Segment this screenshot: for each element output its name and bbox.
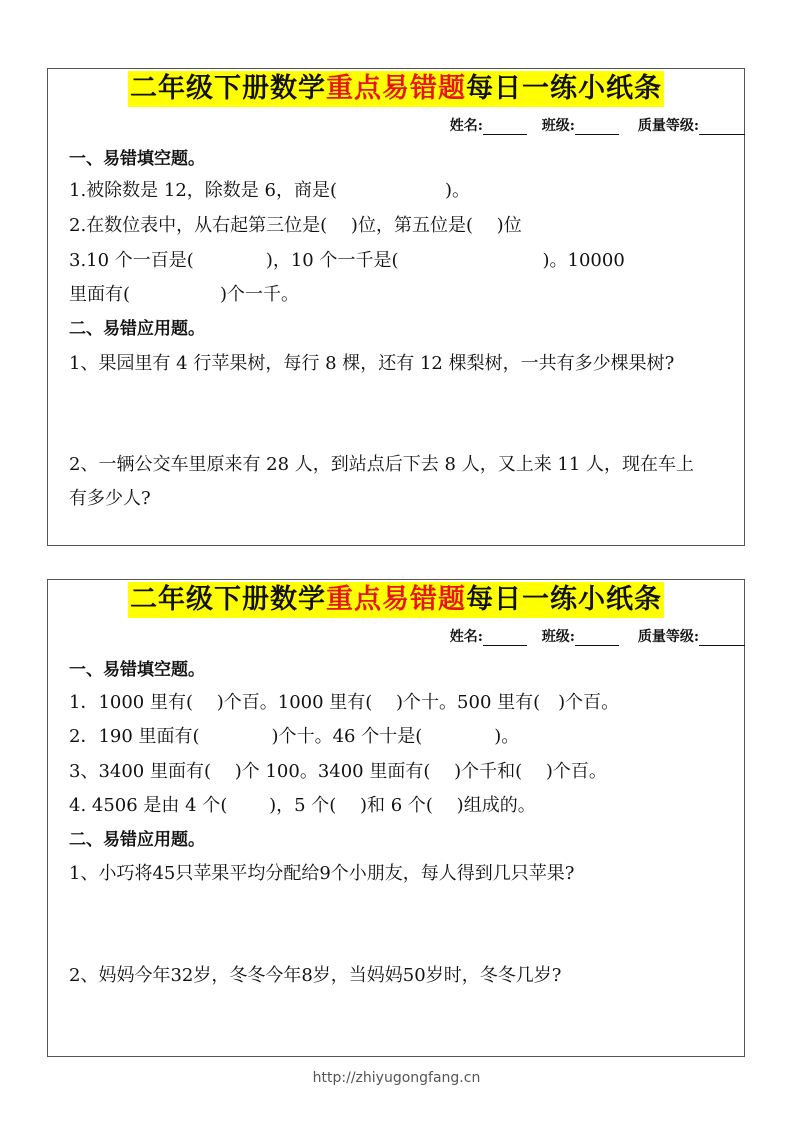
class-blank[interactable] [575,120,619,135]
section-fill-heading: 一、易错填空题。 [69,660,205,680]
apply-question-2: 2、妈妈今年32岁，冬冬今年8岁，当妈妈50岁时，冬冬几岁? [69,965,562,986]
worksheet-card-1 [47,68,745,546]
fill-question-2: 2.在数位表中，从右起第三位是( )位，第五位是( )位 [69,215,522,236]
title-highlight: 重点易错题 [326,73,466,104]
name-blank[interactable] [483,631,527,646]
card-title: 二年级下册数学重点易错题每日一练小纸条 [128,582,664,618]
grade-label: 质量等级: [637,629,699,645]
student-info-row [450,626,745,646]
apply-question-1: 1、果园里有 4 行苹果树，每行 8 棵，还有 12 棵梨树，一共有多少棵果树? [69,353,675,374]
apply-question-2: 2、一辆公交车里原来有 28 人，到站点后下去 8 人，又上来 11 人，现在车上 [69,454,695,475]
class-blank[interactable] [575,631,619,646]
fill-question-1: 1．1000 里有( )个百。1000 里有( )个十。500 里有( )个百。 [69,692,620,713]
name-label: 姓名: [449,118,483,134]
name-label: 姓名: [449,629,483,645]
grade-blank[interactable] [699,120,745,135]
apply-question-1: 1、小巧将45只苹果平均分配给9个小朋友，每人得到几只苹果? [69,863,575,884]
fill-question-1: 1.被除数是 12，除数是 6，商是( )。 [69,180,471,201]
name-blank[interactable] [483,120,527,135]
class-label: 班级: [541,118,575,134]
student-info-row [450,115,745,135]
card-title-wrap [48,71,744,107]
class-label: 班级: [541,629,575,645]
section-fill-heading: 一、易错填空题。 [69,149,205,169]
grade-label: 质量等级: [637,118,699,134]
worksheet-card-2 [47,579,745,1057]
grade-blank[interactable] [699,631,745,646]
apply-question-2-cont: 有多少人? [69,488,151,509]
fill-question-2: 2．190 里面有( )个十。46 个十是( )。 [69,726,520,747]
footer-url[interactable]: http://zhiyugongfang.cn [312,1070,481,1086]
section-apply-heading: 二、易错应用题。 [69,830,205,850]
title-highlight: 重点易错题 [326,584,466,615]
fill-question-3-cont: 里面有( )个一千。 [69,284,300,305]
fill-question-4: 4. 4506 是由 4 个( )，5 个( )和 6 个( )组成的。 [69,795,536,816]
section-apply-heading: 二、易错应用题。 [69,319,205,339]
fill-question-3: 3、3400 里面有( )个 100。3400 里面有( )个千和( )个百。 [69,761,607,782]
card-title: 二年级下册数学重点易错题每日一练小纸条 [128,71,664,107]
fill-question-3: 3.10 个一百是( )，10 个一千是( )。10000 [69,250,625,271]
card-title-wrap [48,582,744,618]
